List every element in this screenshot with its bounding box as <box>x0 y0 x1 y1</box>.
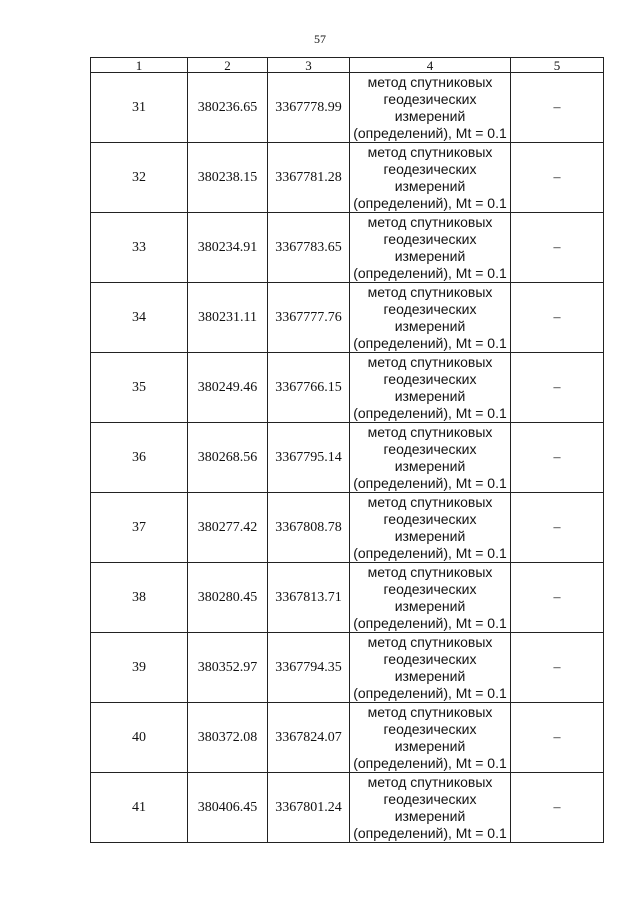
note-dash: – <box>511 773 604 843</box>
method-description <box>350 423 511 493</box>
table-row <box>91 773 604 843</box>
point-number: 32 <box>91 143 188 213</box>
method-line: геодезических <box>383 440 477 457</box>
column-header-4: 4 <box>350 58 511 73</box>
point-number: 40 <box>91 703 188 773</box>
method-line: метод спутниковых <box>367 563 493 580</box>
table-row <box>91 633 604 703</box>
coordinates-table <box>90 57 604 843</box>
coordinate-y: 3367794.35 <box>268 633 350 703</box>
coordinate-x: 380372.08 <box>188 703 268 773</box>
method-line: геодезических <box>383 580 477 597</box>
column-header-2: 2 <box>188 58 268 73</box>
method-line: измерений <box>394 317 466 334</box>
point-number: 31 <box>91 73 188 143</box>
header-row <box>91 58 604 73</box>
method-description <box>350 73 511 143</box>
coordinate-y: 3367795.14 <box>268 423 350 493</box>
table-row <box>91 493 604 563</box>
method-description <box>350 213 511 283</box>
table-row <box>91 283 604 353</box>
method-description <box>350 493 511 563</box>
point-number: 41 <box>91 773 188 843</box>
method-line: измерений <box>394 597 466 614</box>
method-line: (определений), Mt = 0.1 <box>353 684 507 701</box>
method-line: геодезических <box>383 510 477 527</box>
coordinate-x: 380277.42 <box>188 493 268 563</box>
coordinate-y: 3367801.24 <box>268 773 350 843</box>
method-description <box>350 353 511 423</box>
method-line: измерений <box>394 387 466 404</box>
method-line: (определений), Mt = 0.1 <box>353 544 507 561</box>
point-number: 39 <box>91 633 188 703</box>
note-dash: – <box>511 73 604 143</box>
method-line: метод спутниковых <box>367 773 493 790</box>
method-line: метод спутниковых <box>367 213 493 230</box>
method-line: (определений), Mt = 0.1 <box>353 124 507 141</box>
method-description <box>350 633 511 703</box>
method-line: (определений), Mt = 0.1 <box>353 824 507 841</box>
method-line: измерений <box>394 527 466 544</box>
note-dash: – <box>511 353 604 423</box>
method-line: измерений <box>394 177 466 194</box>
method-line: метод спутниковых <box>367 493 493 510</box>
coordinate-x: 380352.97 <box>188 633 268 703</box>
method-description <box>350 563 511 633</box>
coordinate-y: 3367808.78 <box>268 493 350 563</box>
table-row <box>91 353 604 423</box>
coordinate-x: 380231.11 <box>188 283 268 353</box>
coordinate-y: 3367777.76 <box>268 283 350 353</box>
method-line: измерений <box>394 807 466 824</box>
method-line: метод спутниковых <box>367 633 493 650</box>
method-line: (определений), Mt = 0.1 <box>353 474 507 491</box>
method-line: (определений), Mt = 0.1 <box>353 754 507 771</box>
method-line: геодезических <box>383 720 477 737</box>
coordinate-x: 380406.45 <box>188 773 268 843</box>
point-number: 33 <box>91 213 188 283</box>
method-line: измерений <box>394 737 466 754</box>
table-row <box>91 143 604 213</box>
table-row <box>91 563 604 633</box>
method-line: геодезических <box>383 650 477 667</box>
note-dash: – <box>511 143 604 213</box>
note-dash: – <box>511 563 604 633</box>
method-description <box>350 703 511 773</box>
note-dash: – <box>511 633 604 703</box>
method-line: измерений <box>394 457 466 474</box>
method-line: геодезических <box>383 230 477 247</box>
table-row <box>91 73 604 143</box>
point-number: 36 <box>91 423 188 493</box>
method-line: метод спутниковых <box>367 703 493 720</box>
method-line: метод спутниковых <box>367 143 493 160</box>
method-line: геодезических <box>383 370 477 387</box>
method-line: измерений <box>394 107 466 124</box>
point-number: 37 <box>91 493 188 563</box>
method-line: (определений), Mt = 0.1 <box>353 614 507 631</box>
point-number: 35 <box>91 353 188 423</box>
method-line: метод спутниковых <box>367 423 493 440</box>
method-line: измерений <box>394 667 466 684</box>
method-description <box>350 143 511 213</box>
coordinate-y: 3367781.28 <box>268 143 350 213</box>
note-dash: – <box>511 493 604 563</box>
coordinate-x: 380249.46 <box>188 353 268 423</box>
method-line: (определений), Mt = 0.1 <box>353 264 507 281</box>
method-line: метод спутниковых <box>367 283 493 300</box>
method-line: геодезических <box>383 300 477 317</box>
method-description <box>350 773 511 843</box>
method-line: метод спутниковых <box>367 353 493 370</box>
method-line: геодезических <box>383 90 477 107</box>
coordinate-x: 380236.65 <box>188 73 268 143</box>
method-line: геодезических <box>383 790 477 807</box>
method-line: (определений), Mt = 0.1 <box>353 404 507 421</box>
note-dash: – <box>511 423 604 493</box>
coordinate-y: 3367813.71 <box>268 563 350 633</box>
method-line: геодезических <box>383 160 477 177</box>
method-description <box>350 283 511 353</box>
point-number: 38 <box>91 563 188 633</box>
coordinate-x: 380238.15 <box>188 143 268 213</box>
coordinate-y: 3367783.65 <box>268 213 350 283</box>
method-line: измерений <box>394 247 466 264</box>
page-number: 57 <box>314 32 326 46</box>
note-dash: – <box>511 283 604 353</box>
coordinate-y: 3367824.07 <box>268 703 350 773</box>
coordinate-x: 380268.56 <box>188 423 268 493</box>
coordinate-x: 380280.45 <box>188 563 268 633</box>
coordinate-y: 3367766.15 <box>268 353 350 423</box>
column-header-5: 5 <box>511 58 604 73</box>
method-line: (определений), Mt = 0.1 <box>353 334 507 351</box>
table-row <box>91 703 604 773</box>
method-line: метод спутниковых <box>367 73 493 90</box>
method-line: (определений), Mt = 0.1 <box>353 194 507 211</box>
table-row <box>91 423 604 493</box>
column-header-1: 1 <box>91 58 188 73</box>
note-dash: – <box>511 703 604 773</box>
coordinate-y: 3367778.99 <box>268 73 350 143</box>
coordinate-x: 380234.91 <box>188 213 268 283</box>
note-dash: – <box>511 213 604 283</box>
table-row <box>91 213 604 283</box>
column-header-3: 3 <box>268 58 350 73</box>
point-number: 34 <box>91 283 188 353</box>
